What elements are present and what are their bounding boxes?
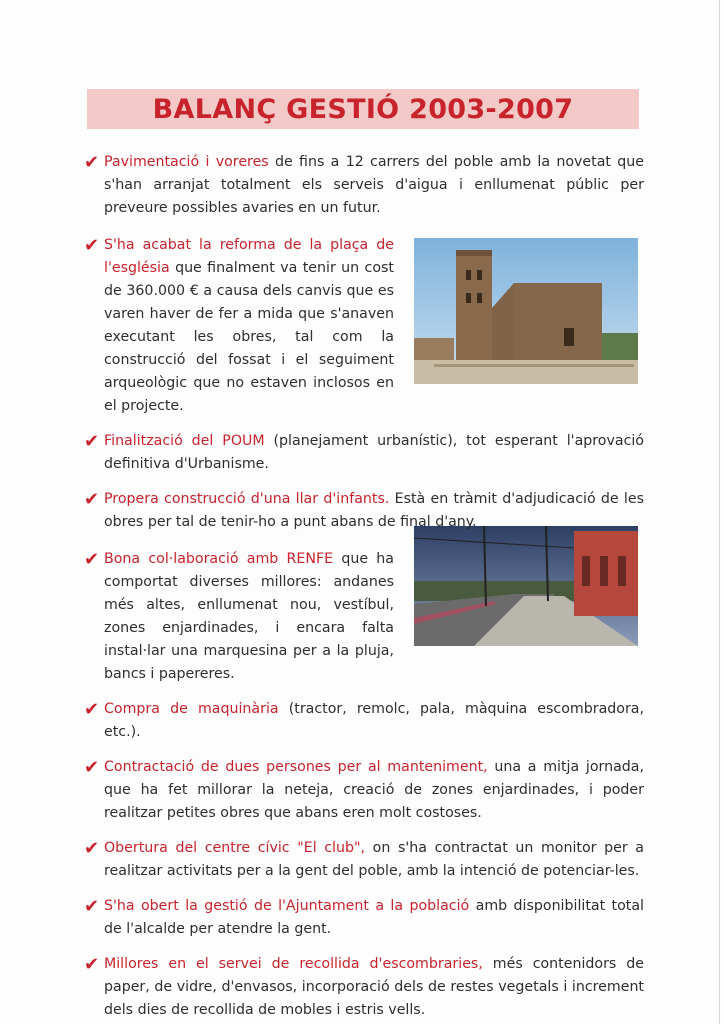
item-highlight: Contractació de dues persones per al manteniment, xyxy=(104,759,488,775)
title-banner xyxy=(87,89,639,129)
item-text: que finalment va tenir un cost de 360.000 € a causa dels canvis que es varen haver de fer a mida que s'anaven executant les obres, tal com la construcció del fossat i el seguiment arqueològic que no estaven inclosos en el projecte. xyxy=(104,260,394,414)
item-text: de fins a 12 carrers del poble amb la novetat que s'han arranjat totalment els serveis d'aigua i enllumenat públic per preveure possibles avaries en un futur. xyxy=(104,154,644,216)
item-highlight: S'ha obert la gestió de l'Ajuntament a la població xyxy=(104,898,470,914)
item-text: una a mitja jornada, que ha fet millorar la neteja, creació de zones enjardinades, i poder realitzar petites obres que abans eren molt costoses. xyxy=(104,759,644,821)
list-item xyxy=(84,430,644,476)
item-text: més contenidors de paper, de vidre, d'envasos, incorporació dels de restes vegetals i increment dels dies de recollida de mobles i estris vells. xyxy=(104,956,644,1018)
list-item xyxy=(84,548,394,686)
list-item xyxy=(84,953,644,1022)
item-highlight: Pavimentació i voreres xyxy=(104,154,269,170)
item-highlight: S'ha acabat la reforma de la plaça de l'església xyxy=(104,237,394,276)
page-title: BALANÇ GESTIÓ 2003-2007 xyxy=(152,93,574,125)
item-highlight: Millores en el servei de recollida d'escombraries, xyxy=(104,956,483,972)
check-icon: ✔ xyxy=(84,235,100,256)
check-icon: ✔ xyxy=(84,896,100,917)
item-text: que ha comportat diverses millores: andanes més altes, enllumenat nou, vestíbul, zones enjardinades, i encara falta instal·lar una marquesina per a la pluja, bancs i papereres. xyxy=(104,551,394,682)
page-edge xyxy=(719,0,720,1024)
item-highlight: Obertura del centre cívic "El club", xyxy=(104,840,366,856)
check-icon: ✔ xyxy=(84,431,100,452)
list-item xyxy=(84,698,644,744)
item-highlight: Finalització del POUM xyxy=(104,433,265,449)
item-highlight: Compra de maquinària xyxy=(104,701,279,717)
check-icon: ✔ xyxy=(84,489,100,510)
check-icon: ✔ xyxy=(84,838,100,859)
item-text: Està en tràmit d'adjudicació de les obres per tal de tenir-ho a punt abans de final d'any. xyxy=(104,491,644,530)
items-list xyxy=(84,151,644,1022)
item-text: (tractor, remolc, pala, màquina escombradora, etc.). xyxy=(104,701,644,740)
list-item xyxy=(84,756,644,825)
item-highlight: Propera construcció d'una llar d'infants. xyxy=(104,491,390,507)
list-item xyxy=(84,151,644,220)
item-text: amb disponibilitat total de l'alcalde per atendre la gent. xyxy=(104,898,644,937)
list-item xyxy=(84,234,394,418)
list-item xyxy=(84,837,644,883)
list-item xyxy=(84,895,644,941)
check-icon: ✔ xyxy=(84,549,100,570)
check-icon: ✔ xyxy=(84,954,100,975)
item-text: on s'ha contractat un monitor per a realitzar activitats per a la gent del poble, amb la intenció de potenciar-les. xyxy=(104,840,645,879)
check-icon: ✔ xyxy=(84,152,100,173)
item-highlight: Bona col·laboració amb RENFE xyxy=(104,551,334,567)
check-icon: ✔ xyxy=(84,757,100,778)
item-text: (planejament urbanístic), tot esperant l'aprovació definitiva d'Urbanisme. xyxy=(104,433,644,472)
check-icon: ✔ xyxy=(84,699,100,720)
list-item xyxy=(84,488,644,534)
